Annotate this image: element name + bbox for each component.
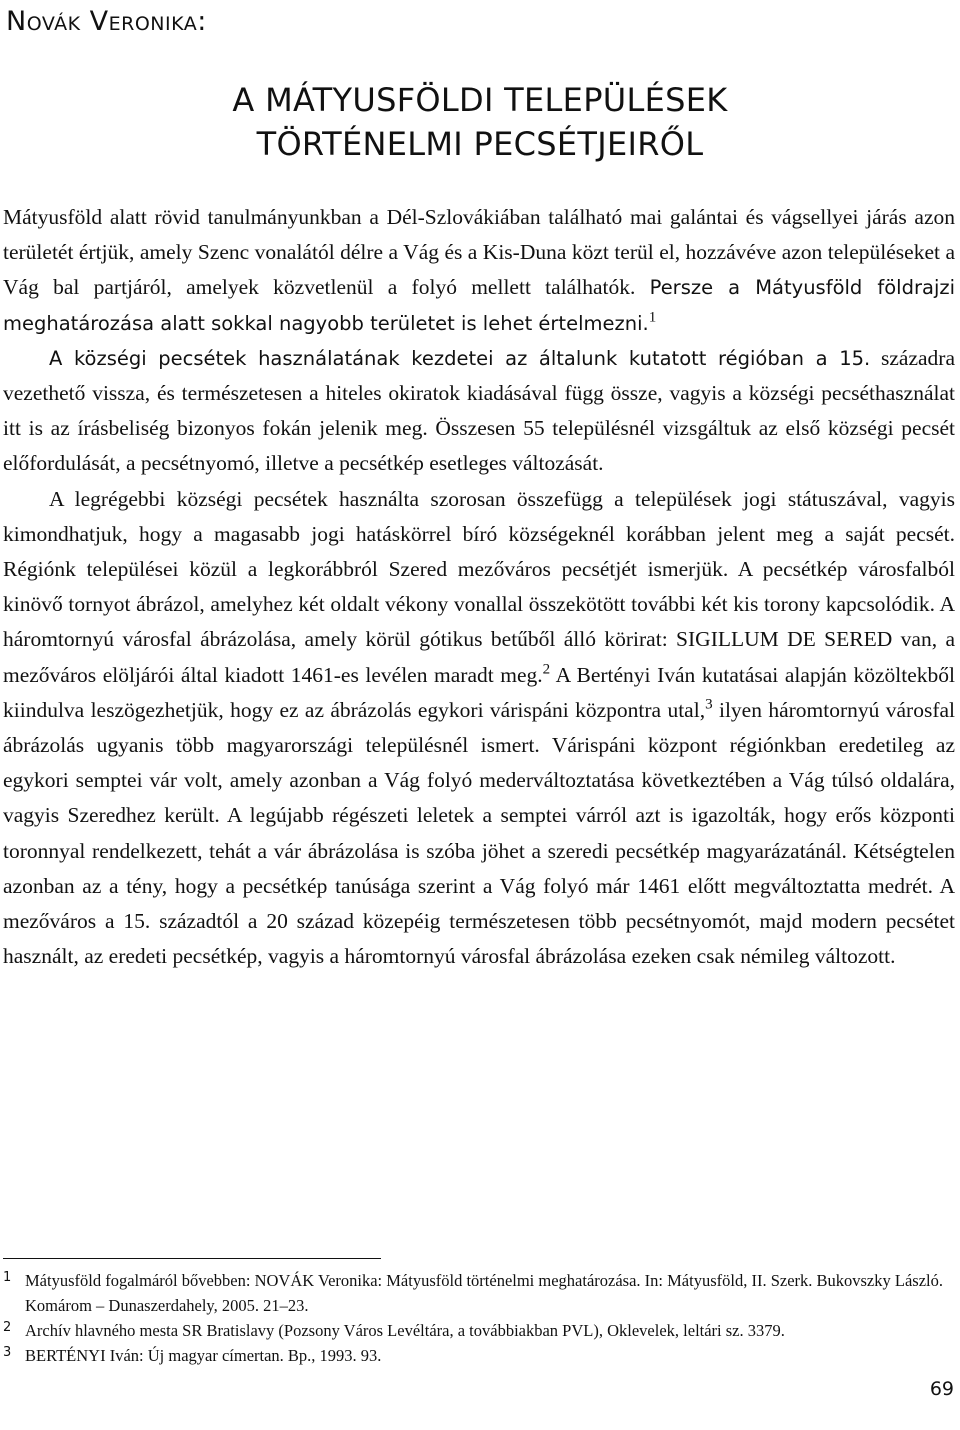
- footnotes: [3, 1268, 955, 1368]
- footnote-number: 2: [3, 1320, 12, 1335]
- paragraph-1-text-a: Mátyusföld alatt rövid tanulmányunkban a Dél-Szlovákiában található mai galántai és vágsellyei járás azon területét értjük, amely Szenc vonalától délre a Vág és a Kis-Duna közt terül el, hozzávéve azon településeket a Vág bal partjáról, amelyek közvetlenül a folyó mellett találhatók.: [3, 205, 955, 300]
- article-title: [0, 78, 960, 166]
- footnote-text: BERTÉNYI Iván: Új magyar címertan. Bp., 1993. 93.: [25, 1346, 382, 1365]
- title-line-2: TÖRTÉNELMI PECSÉTJEIRŐL: [256, 125, 704, 163]
- footnote-ref-2[interactable]: 2: [542, 661, 551, 678]
- paragraph-2-text-a: A községi pecsétek használatának kezdetei az általunk kutatott régióban a 15.: [49, 346, 871, 370]
- footnote-number: 1: [3, 1270, 12, 1285]
- page-number: 69: [929, 1378, 954, 1400]
- footnote-1: [3, 1268, 955, 1318]
- paragraph-1-text-b: Persze a Mátyusföld földrajzi meghatározása alatt sokkal nagyobb területet is lehet értelmezni.: [3, 276, 956, 335]
- footnote-ref-1[interactable]: 1: [648, 309, 657, 326]
- footnote-2: [3, 1318, 955, 1343]
- paragraph-3-text-c: ilyen háromtornyú városfal ábrázolás ugyanis több magyarországi településnél ismert. Várispáni központ régiónkban eredetileg az egykori semptei vár volt, amely azonban a Vág folyó mederváltoztatása következtében a Vág túlsó oldalára, vagyis Szeredhez került. A legújabb régészeti leletek a semptei várról azt is igazolták, hogy erős központi toronnyal rendelkezett, tehát a vár ábrázolása is szóba jöhet a szeredi pecsétkép magyarázatánál. Kétségtelen azonban az a tény, hogy a pecsétkép tanúsága szerint a Vág folyó már 1461 előtt megváltoztatta medrét. A mezőváros a 15. századtól a 20 század közepéig természetesen több pecsétnyomót, majd modern pecsétet használt, az eredeti pecsétkép, vagyis a háromtornyú városfal ábrázolása ezeken csak némileg változott.: [3, 697, 956, 969]
- title-line-1: A MÁTYUSFÖLDI TELEPÜLÉSEK: [232, 81, 728, 119]
- author-name: Novák Veronika:: [6, 6, 207, 37]
- article-body: [3, 200, 955, 974]
- footnote-ref-3[interactable]: 3: [705, 696, 713, 713]
- footnote-divider: [3, 1258, 381, 1259]
- footnote-text: Mátyusföld fogalmáról bővebben: NOVÁK Veronika: Mátyusföld történelmi meghatározása. In: Mátyusföld, II. Szerk. Bukovszky László. Komárom – Dunaszerdahely, 2005. 21–23.: [25, 1271, 943, 1315]
- paragraph-3-text-a: A legrégebbi községi pecsétek használta szorosan összefügg a települések jogi státuszával, vagyis kimondhatjuk, hogy a magasabb jogi hatáskörrel bíró községeknél korábban jelent meg a saját pecsét. Régiónk települései közül a legkorábbról Szered mezőváros pecsétjét ismerjük. A pecsétkép városfalból kinövő tornyot ábrázol, amelyhez két oldalt vékony vonallal összekötött további két kis torony kapcsolódik. A háromtornyú városfal ábrázolása, amely körül gótikus betűből álló körirat: SIGILLUM DE SERED van, a mezőváros elöljárói által kiadott 1461-es levélen maradt meg.: [3, 486, 955, 687]
- footnote-number: 3: [3, 1345, 12, 1360]
- paragraph-3-text-b: A Bertényi Iván kutatásai alapján közöltekből kiindulva leszögezhetjük, hogy ez az ábrázolás egykori várispáni központra utal,: [3, 662, 955, 722]
- paragraph-1: [3, 200, 955, 341]
- footnote-text: Archív hlavného mesta SR Bratislavy (Pozsony Város Levéltára, a továbbiakban PVL), Oklevelek, leltári sz. 3379.: [25, 1321, 785, 1340]
- paragraph-2: [3, 341, 955, 482]
- paragraph-3: [3, 482, 955, 975]
- paragraph-2-text-b: századra vezethető vissza, és természetesen a hiteles okiratok kiadásával függ össze, vagyis a községi pecséthasználat itt is az írásbeliség bizonyos fokán jelenik meg. Összesen 55 településnél vizsgáltuk az első községi pecsét előfordulását, a pecsétnyomó, illetve a pecsétkép esetleges változását.: [3, 345, 956, 476]
- footnote-3: [3, 1343, 955, 1368]
